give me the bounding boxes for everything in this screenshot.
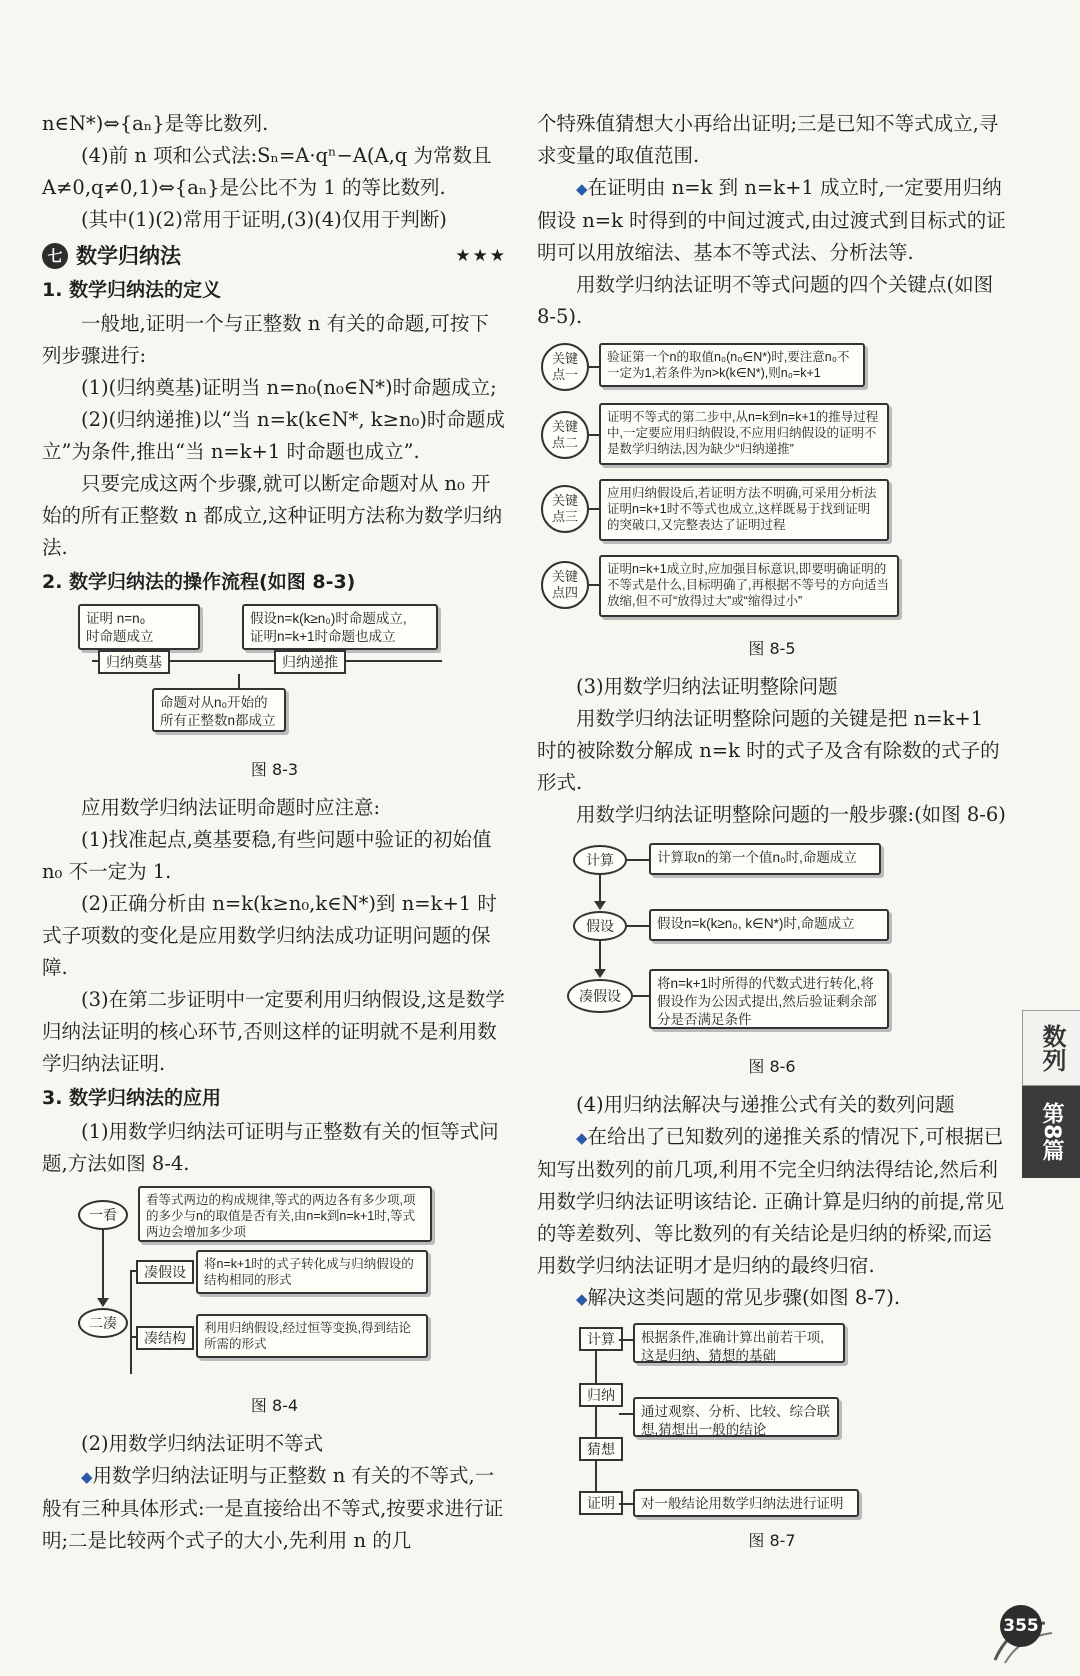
flow-box-conclusion: 命题对从n₀开始的 所有正整数n都成立	[152, 688, 286, 732]
connector-line	[589, 584, 599, 586]
bullet-icon: ◆	[576, 1290, 588, 1308]
paragraph: (1)找准起点,奠基要稳,有些问题中验证的初始值 n₀ 不一定为 1.	[42, 828, 492, 883]
flow-box-adjust-hypothesis: 将n=k+1时的式子转化成与归纳假设的结构相同的形式	[196, 1250, 428, 1294]
step-prove: 证明	[579, 1491, 623, 1515]
paragraph: 一般地,证明一个与正整数 n 有关的命题,可按下列步骤进行:	[42, 312, 489, 367]
figure-8-4	[42, 1186, 507, 1386]
flow-box-prove: 对一般结论用数学归纳法进行证明	[633, 1489, 859, 1517]
connector-line	[619, 1503, 633, 1505]
paragraph: 用数学归纳法证明不等式问题的四个关键点(如图 8-5).	[537, 273, 994, 328]
step-oval-look: 一看	[78, 1200, 128, 1230]
subheading: 1. 数学归纳法的定义	[42, 279, 222, 301]
key-point-3: 关键 点三	[541, 485, 589, 533]
figure-caption: 图 8-3	[250, 760, 299, 779]
section-number-badge: 七	[42, 243, 68, 269]
connector-line	[589, 366, 599, 368]
paragraph: 用数学归纳法证明整除问题的关键是把 n=k+1 时的被除数分解成 n=k 时的式子及含有除数的式子的形式.	[537, 707, 1000, 794]
flow-box-adjust-structure: 利用归纳假设,经过恒等变换,得到结论所需的形式	[196, 1314, 428, 1358]
paragraph	[537, 172, 1007, 269]
figure-caption: 图 8-4	[250, 1396, 299, 1415]
importance-stars: ★★★	[455, 246, 507, 266]
chapter-tab-part: 第8篇	[1022, 1086, 1080, 1178]
figure-8-3	[42, 600, 507, 750]
connector-line	[589, 508, 599, 510]
arrow-icon	[97, 1298, 109, 1307]
subheading: 2. 数学归纳法的操作流程(如图 8-3)	[42, 571, 356, 593]
paragraph: 只要完成这两个步骤,就可以断定命题对从 n₀ 开始的所有正整数 n 都成立,这种证明方法称为数学归纳法.	[42, 472, 503, 559]
arrow-icon	[594, 969, 606, 978]
paragraph: 用数学归纳法证明整除问题的一般步骤:(如图 8-6)	[576, 803, 1006, 826]
flow-box-look: 看等式两边的构成规律,等式的两边各有多少项,项的多少与n的取值是否有关,由n=k到n=k+1时,等式两边会增加多少项	[138, 1186, 432, 1242]
connector-line	[130, 1270, 132, 1374]
chapter-side-tab	[1022, 1010, 1080, 1178]
connector-line	[627, 925, 649, 927]
flow-box-adjust-hypothesis: 将n=k+1时所得的代数式进行转化,将假设作为公因式提出,然后验证剩余部分是否满足条件	[649, 969, 889, 1029]
section-title: 数学归纳法	[76, 244, 181, 268]
paragraph	[42, 1460, 507, 1557]
key-point-4: 关键 点四	[541, 561, 589, 609]
paragraph: (1)(归纳奠基)证明当 n=n₀(n₀∈N*)时命题成立;	[81, 376, 497, 399]
paragraph-text: 在给出了已知数列的递推关系的情况下,可根据已知写出数列的前几项,利用不完全归纳法得结论,然后利用数学归纳法证明该结论. 正确计算是归纳的前提,常见的等差数列、等比数列的有关结论是归纳的桥梁,而运用数学归纳法证明才是归纳的最终归宿.	[537, 1125, 1005, 1277]
flow-box-inductive-step: 假设n=k(k≥n₀)时命题成立, 证明n=k+1时命题也成立	[242, 604, 438, 650]
bullet-icon: ◆	[576, 1129, 588, 1147]
label-adjust-structure: 凑结构	[136, 1326, 194, 1350]
label-adjust-hypothesis: 凑假设	[136, 1260, 194, 1284]
key-point-2: 关键 点二	[541, 411, 589, 459]
paragraph	[537, 1282, 1007, 1315]
connector-line	[627, 859, 649, 861]
paragraph: (2)用数学归纳法证明不等式	[81, 1432, 324, 1455]
flow-box-assume: 假设n=k(k≥n₀, k∈N*)时,命题成立	[649, 909, 889, 941]
connector-line	[238, 674, 240, 688]
paragraph: 个特殊值猜想大小再给出证明;三是已知不等式成立,寻求变量的取值范围.	[537, 112, 999, 167]
right-column	[537, 108, 1007, 1563]
left-column	[42, 108, 507, 1557]
step-conjecture: 猜想	[579, 1437, 623, 1461]
text-line: n∈N*)⇔{aₙ}是等比数列.	[42, 112, 269, 135]
paragraph-text: 在证明由 n=k 到 n=k+1 成立时,一定要用归纳假设 n=k 时得到的中间过渡式,由过渡式到目标式的证明可以用放缩法、基本不等式法、分析法等.	[537, 176, 1006, 264]
key-point-text-4: 证明n=k+1成立时,应加强目标意识,即要明确证明的不等式是什么,目标明确了,再根据不等号的方向适当放缩,但不可“放得过大”或“缩得过小”	[599, 555, 899, 617]
paragraph: (3)在第二步证明中一定要利用归纳假设,这是数学归纳法证明的核心环节,否则这样的证明就不是利用数学归纳法证明.	[42, 988, 505, 1075]
arrow-icon	[594, 901, 606, 910]
key-point-text-3: 应用归纳假设后,若证明方法不明确,可采用分析法证明n=k+1时不等式也成立,这样既易于找到证明的突破口,又完整表达了证明过程	[599, 479, 889, 541]
key-point-text-1: 验证第一个n的取值n₀(n₀∈N*)时,要注意n₀不一定为1,若条件为n>k(k∈N*),则n₀=k+1	[599, 343, 865, 387]
paragraph: (3)用数学归纳法证明整除问题	[576, 675, 838, 698]
paragraph-text: 解决这类问题的常见步骤(如图 8-7).	[587, 1286, 901, 1309]
flow-box-compute: 根据条件,准确计算出前若干项,这是归纳、猜想的基础	[633, 1323, 845, 1363]
page-number: 355	[1000, 1605, 1042, 1647]
figure-caption: 图 8-6	[748, 1057, 796, 1076]
figure-8-6	[537, 837, 1007, 1047]
paragraph: (4)用归纳法解决与递推公式有关的数列问题	[576, 1093, 955, 1116]
step-oval-compute: 计算	[573, 845, 627, 875]
subheading: 3. 数学归纳法的应用	[42, 1087, 222, 1109]
flow-box-induce: 通过观察、分析、比较、综合联想,猜想出一般的结论	[633, 1397, 839, 1437]
paragraph	[537, 1121, 1007, 1282]
flow-box-compute: 计算取n的第一个值n₀时,命题成立	[649, 843, 881, 875]
step-oval-assume: 假设	[573, 911, 627, 941]
step-oval-adjust-hypothesis: 凑假设	[567, 979, 633, 1013]
bullet-icon: ◆	[81, 1468, 93, 1486]
figure-caption: 图 8-5	[748, 639, 796, 658]
figure-caption: 图 8-7	[748, 1531, 796, 1550]
flow-box-base-case: 证明 n=n₀ 时命题成立	[78, 604, 200, 650]
paragraph: (2)(归纳递推)以“当 n=k(k∈N*, k≥n₀)时命题成立”为条件,推出“当 n=k+1 时命题也成立”.	[42, 408, 505, 463]
key-point-text-2: 证明不等式的第二步中,从n=k到n=k+1的推导过程中,一定要应用归纳假设,不应用归纳假设的证明不是数学归纳法,因为缺少“归纳递推”	[599, 403, 889, 465]
connector-line	[595, 1351, 597, 1501]
step-induce: 归纳	[579, 1383, 623, 1407]
paragraph: (4)前 n 项和公式法:Sₙ=A·qⁿ−A(A,q 为常数且A≠0,q≠0,1)⇔{aₙ}是公比不为 1 的等比数列.	[42, 144, 492, 199]
paragraph: (2)正确分析由 n=k(k≥n₀,k∈N*)到 n=k+1 时式子项数的变化是应用数学归纳法成功证明问题的保障.	[42, 892, 497, 979]
paragraph: (1)用数学归纳法可证明与正整数有关的恒等式问题,方法如图 8-4.	[42, 1120, 499, 1175]
paragraph: 应用数学归纳法证明命题时应注意:	[81, 796, 381, 819]
step-compute: 计算	[579, 1327, 623, 1351]
step-oval-adjust: 二凑	[78, 1308, 128, 1338]
connector-line	[589, 434, 599, 436]
figure-8-7	[537, 1321, 1007, 1521]
figure-8-5	[537, 339, 1007, 629]
connector-line	[619, 1339, 633, 1341]
connector-line	[633, 995, 649, 997]
label-induction-base: 归纳奠基	[98, 650, 170, 674]
paragraph: (其中(1)(2)常用于证明,(3)(4)仅用于判断)	[81, 208, 447, 231]
connector-line	[619, 1413, 633, 1415]
chapter-tab-title: 数列	[1022, 1010, 1080, 1086]
key-point-1: 关键 点一	[541, 343, 589, 391]
bullet-icon: ◆	[576, 180, 588, 198]
connector-line	[102, 1230, 104, 1302]
section-heading	[42, 240, 507, 272]
label-induction-step: 归纳递推	[274, 650, 346, 674]
paragraph-text: 用数学归纳法证明与正整数 n 有关的不等式,一般有三种具体形式:一是直接给出不等式,按要求进行证明;二是比较两个式子的大小,先利用 n 的几	[42, 1464, 504, 1552]
